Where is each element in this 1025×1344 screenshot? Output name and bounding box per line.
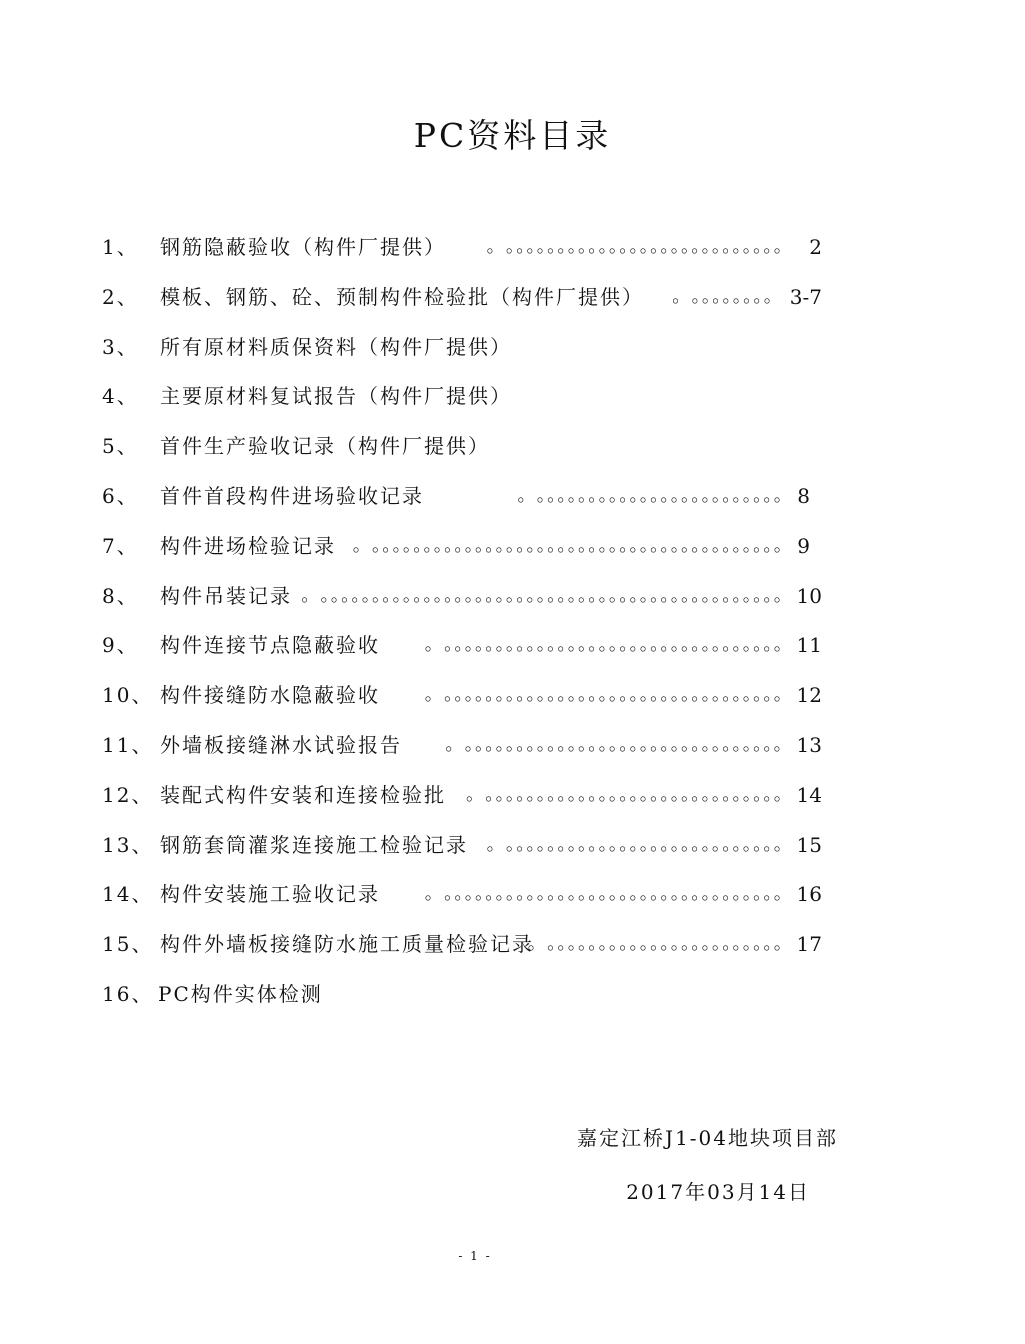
toc-entry-number: 7、 <box>102 533 139 558</box>
toc-entry-title: 所有原材料质保资料（构件厂提供） <box>160 334 512 359</box>
toc-entry-number: 2、 <box>102 284 139 309</box>
toc-entry-title: 构件进场检验记录 <box>160 533 336 558</box>
toc-entry-title: 构件吊装记录 <box>160 583 292 608</box>
toc-entry-page: 10 <box>796 583 822 608</box>
toc-entry-title: 构件接缝防水隐蔽验收 <box>160 683 380 708</box>
toc-dot-leader: 。。。。。。。。。。。。。。。。。。。。。。。。。。。。。。。。。。 <box>424 684 784 706</box>
toc-dot-leader: 。。。。。。。。。。。。。。。。。。。。。。。。 <box>527 933 784 955</box>
toc-entry-title: 钢筋套筒灌浆连接施工检验记录 <box>160 832 468 857</box>
toc-entry-number: 9、 <box>102 633 139 658</box>
toc-entry-number: 10、 <box>102 683 154 708</box>
toc-entry-number: 16、 <box>102 981 154 1006</box>
table-of-contents <box>102 227 822 1024</box>
toc-entry-number: 11、 <box>102 732 154 757</box>
toc-entry-7 <box>102 526 822 576</box>
toc-entry-number: 3、 <box>102 334 139 359</box>
toc-entry-11 <box>102 725 822 775</box>
toc-entry-title: 构件外墙板接缝防水施工质量检验记录 <box>160 932 534 957</box>
page-number: - 1 - <box>458 1249 492 1263</box>
toc-entry-number: 12、 <box>102 782 154 807</box>
toc-entry-number: 1、 <box>102 235 139 259</box>
toc-entry-4 <box>102 376 822 426</box>
toc-entry-page: 16 <box>796 882 822 907</box>
toc-entry-title: 模板、钢筋、砼、预制构件检验批（构件厂提供） <box>160 284 644 309</box>
toc-entry-2 <box>102 277 822 327</box>
toc-entry-number: 13、 <box>102 832 154 857</box>
toc-entry-15 <box>102 924 822 974</box>
toc-dot-leader: 。。。。。。。。。。。。。。。。。。。。。。。。。。。。。。。。。。 <box>424 634 784 656</box>
toc-entry-page: 11 <box>796 633 822 658</box>
toc-entry-title: 装配式构件安装和连接检验批 <box>160 782 446 807</box>
toc-entry-13 <box>102 825 822 875</box>
document-date: 2017年03月14日 <box>626 1180 810 1204</box>
toc-entry-number: 8、 <box>102 583 139 608</box>
toc-entry-title: 外墙板接缝淋水试验报告 <box>160 732 402 757</box>
toc-entry-page: 13 <box>796 732 822 757</box>
toc-entry-10 <box>102 675 822 725</box>
toc-entry-number: 15、 <box>102 932 154 957</box>
toc-dot-leader: 。。。。。。。。。。。。。。。。。。。。。。。。。。。。。。。。。。。。。。。。。。。。。。 <box>301 584 784 606</box>
toc-entry-title: 首件首段构件进场验收记录 <box>160 483 424 508</box>
toc-dot-leader: 。。。。。。。。。。。。。。。。。。。。。。。。。。。。。。。。 <box>445 733 784 755</box>
toc-entry-title: 主要原材料复试报告（构件厂提供） <box>160 384 512 409</box>
document-title: PC资料目录 <box>413 116 612 155</box>
organization-name: 嘉定江桥J1-04地块项目部 <box>577 1126 838 1150</box>
toc-dot-leader: 。。。。。。。。。。。。。。。。。。。。。。。。。 <box>517 484 784 506</box>
toc-entry-title: 钢筋隐蔽验收（构件厂提供） <box>160 235 446 259</box>
toc-entry-page: 3-7 <box>789 284 822 309</box>
toc-entry-number: 14、 <box>102 882 154 907</box>
toc-entry-9 <box>102 625 822 675</box>
toc-entry-title: 首件生产验收记录（构件厂提供） <box>160 434 490 459</box>
toc-entry-page: 14 <box>796 782 822 807</box>
toc-entry-page: 2 <box>809 235 822 259</box>
toc-entry-12 <box>102 775 822 825</box>
toc-dot-leader: 。。。。。。。。。。。。。。。。。。。。。。。。。。。。。。。。。。 <box>424 883 784 905</box>
toc-dot-leader: 。。。。。。。。。 <box>672 285 774 307</box>
toc-entry-title: 构件安装施工验收记录 <box>160 882 380 907</box>
toc-entry-title: 构件连接节点隐蔽验收 <box>160 633 380 658</box>
toc-entry-page: 12 <box>796 683 822 708</box>
toc-dot-leader: 。。。。。。。。。。。。。。。。。。。。。。。。。。。。 <box>486 833 784 855</box>
toc-dot-leader: 。。。。。。。。。。。。。。。。。。。。。。。。。。。。 <box>486 236 784 257</box>
toc-entry-1 <box>102 227 822 277</box>
toc-entry-number: 6、 <box>102 483 139 508</box>
toc-entry-3 <box>102 327 822 377</box>
toc-entry-page: 17 <box>796 932 822 957</box>
toc-entry-5 <box>102 426 822 476</box>
toc-entry-16 <box>102 974 822 1024</box>
toc-entry-page: 15 <box>796 832 822 857</box>
toc-entry-14 <box>102 874 822 924</box>
toc-entry-page: 8 <box>797 483 810 508</box>
toc-entry-number: 5、 <box>102 434 139 459</box>
toc-dot-leader: 。。。。。。。。。。。。。。。。。。。。。。。。。。。。。。 <box>466 783 784 805</box>
toc-dot-leader: 。。。。。。。。。。。。。。。。。。。。。。。。。。。。。。。。。。。。。。。。。 <box>352 534 784 556</box>
toc-entry-number: 4、 <box>102 384 139 409</box>
toc-entry-title: PC构件实体检测 <box>158 981 323 1006</box>
toc-entry-6 <box>102 476 822 526</box>
toc-entry-page: 9 <box>797 533 810 558</box>
toc-entry-8 <box>102 576 822 626</box>
